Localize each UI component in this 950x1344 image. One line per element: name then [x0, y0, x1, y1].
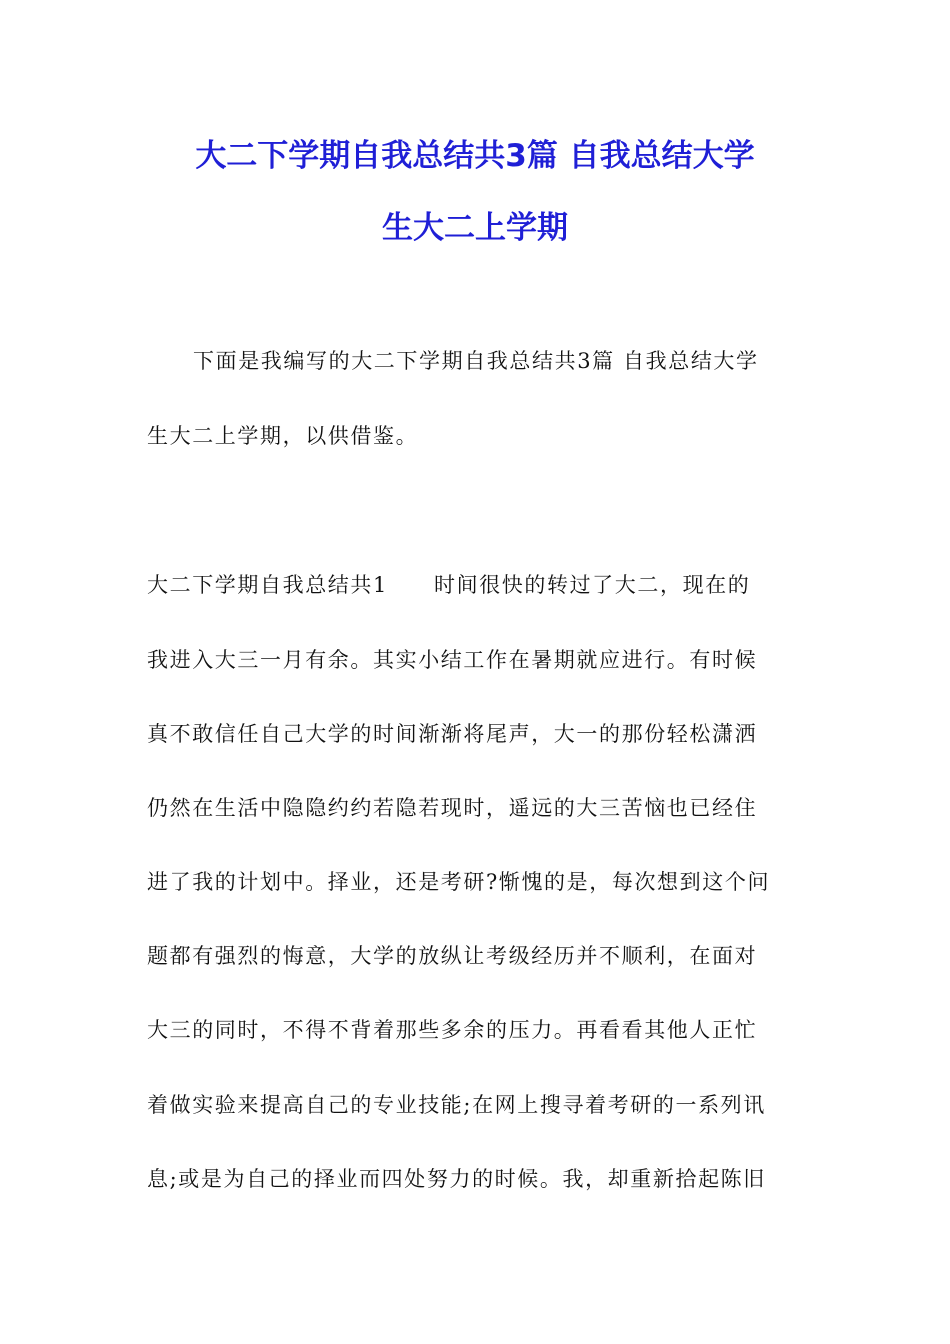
document-title-line-2: 生大二上学期 — [382, 210, 568, 246]
intro-line-2: 生大二上学期，以供借鉴。 — [147, 424, 419, 448]
document-title-line-1: 大二下学期自我总结共3篇 自我总结大学 — [195, 138, 755, 174]
body-line: 真不敢信任自己大学的时间渐渐将尾声，大一的那份轻松潇洒 — [147, 722, 758, 746]
body-line: 我进入大三一月有余。其实小结工作在暑期就应进行。有时候 — [147, 648, 758, 672]
section-first-line — [147, 570, 807, 600]
body-line: 题都有强烈的悔意，大学的放纵让考级经历并不顺利，在面对 — [147, 944, 758, 968]
body-line: 大三的同时，不得不背着那些多余的压力。再看看其他人正忙 — [147, 1018, 758, 1042]
body-line: 进了我的计划中。择业，还是考研?惭愧的是，每次想到这个问 — [147, 870, 771, 894]
body-line: 着做实验来提高自己的专业技能;在网上搜寻着考研的一系列讯 — [147, 1093, 766, 1117]
section-heading: 大二下学期自我总结共1 — [147, 573, 388, 597]
intro-line-1: 下面是我编写的大二下学期自我总结共3篇 自我总结大学 — [193, 349, 759, 373]
body-line: 息;或是为自己的择业而四处努力的时候。我，却重新拾起陈旧 — [147, 1167, 766, 1191]
body-first-line-text: 时间很快的转过了大二，现在的 — [433, 573, 751, 597]
body-line: 仍然在生活中隐隐约约若隐若现时，遥远的大三苦恼也已经住 — [147, 796, 758, 820]
